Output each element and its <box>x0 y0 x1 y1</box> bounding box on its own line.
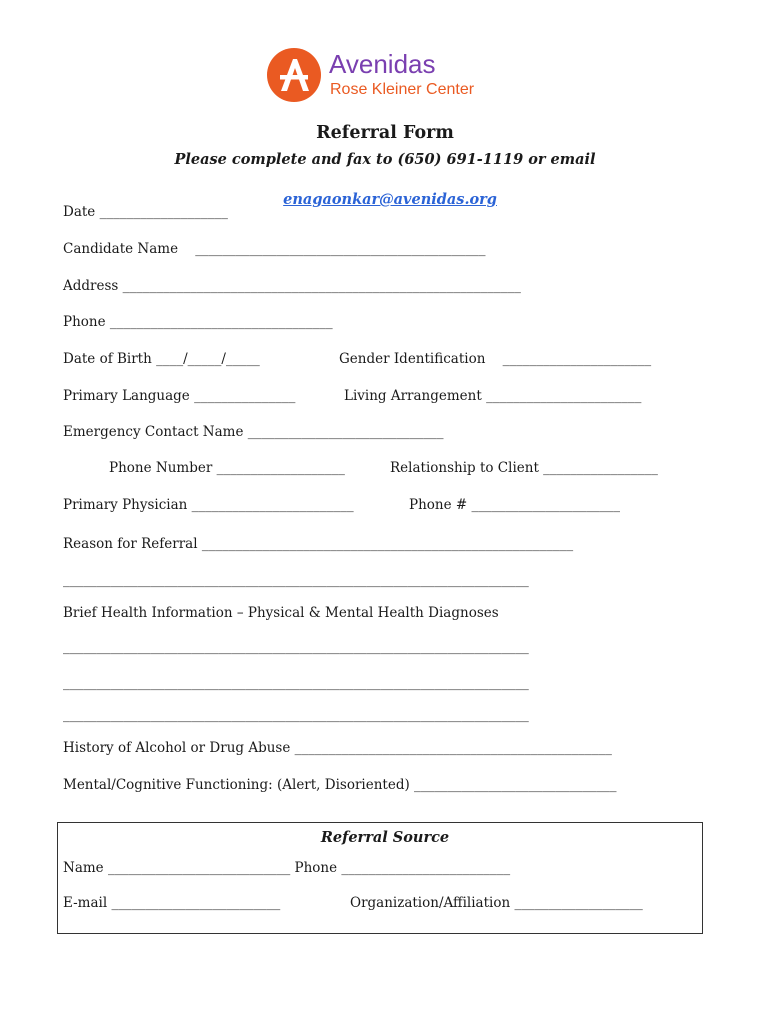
logo-subname: Rose Kleiner Center <box>330 81 475 98</box>
health-info-label: Brief Health Information – Physical & Mental Health Diagnoses <box>63 605 499 621</box>
primary-language-field[interactable]: Primary Language _______________ <box>63 388 296 404</box>
avenidas-a-logo-icon <box>266 47 322 103</box>
phone-field[interactable]: Phone _________________________________ <box>63 314 333 330</box>
reason-line[interactable]: _____________________________________________________________________ <box>63 572 529 588</box>
referral-organization-field[interactable]: Organization/Affiliation ___________________ <box>350 895 643 911</box>
health-line[interactable]: _____________________________________________________________________ <box>63 707 529 723</box>
alcohol-drug-history-field[interactable]: History of Alcohol or Drug Abuse _______________________________________________ <box>63 740 612 756</box>
health-line[interactable]: _____________________________________________________________________ <box>63 639 529 655</box>
emergency-phone-field[interactable]: Phone Number ___________________ <box>109 460 345 476</box>
candidate-name-field[interactable]: Candidate Name ___________________________________________ <box>63 241 486 257</box>
cognitive-functioning-field[interactable]: Mental/Cognitive Functioning: (Alert, Disoriented) ______________________________ <box>63 777 617 793</box>
address-field[interactable]: Address ___________________________________________________________ <box>63 278 521 294</box>
physician-phone-field[interactable]: Phone # ______________________ <box>409 497 620 513</box>
living-arrangement-field[interactable]: Living Arrangement _______________________ <box>344 388 642 404</box>
page-title: Referral Form <box>316 123 454 143</box>
referral-name-phone-field[interactable]: Name ___________________________ Phone _________________________ <box>63 860 511 876</box>
logo-name: Avenidas <box>329 49 436 79</box>
primary-physician-field[interactable]: Primary Physician ________________________ <box>63 497 354 513</box>
health-line[interactable]: _____________________________________________________________________ <box>63 675 529 691</box>
reason-for-referral-field[interactable]: Reason for Referral _______________________________________________________ <box>63 536 574 552</box>
referral-source-title: Referral Source <box>320 829 450 846</box>
emergency-contact-field[interactable]: Emergency Contact Name _____________________________ <box>63 424 444 440</box>
gender-identification-field[interactable]: Gender Identification ______________________ <box>339 351 652 367</box>
relationship-field[interactable]: Relationship to Client _________________ <box>390 460 658 476</box>
date-of-birth-field[interactable]: Date of Birth ____/_____/_____ <box>63 351 260 367</box>
referral-email-field[interactable]: E-mail _________________________ <box>63 895 281 911</box>
date-field[interactable]: Date ___________________ <box>63 204 228 220</box>
instruction-text: Please complete and fax to (650) 691-1119 or email <box>174 151 596 168</box>
email-link[interactable]: enagaonkar@avenidas.org <box>283 191 497 208</box>
